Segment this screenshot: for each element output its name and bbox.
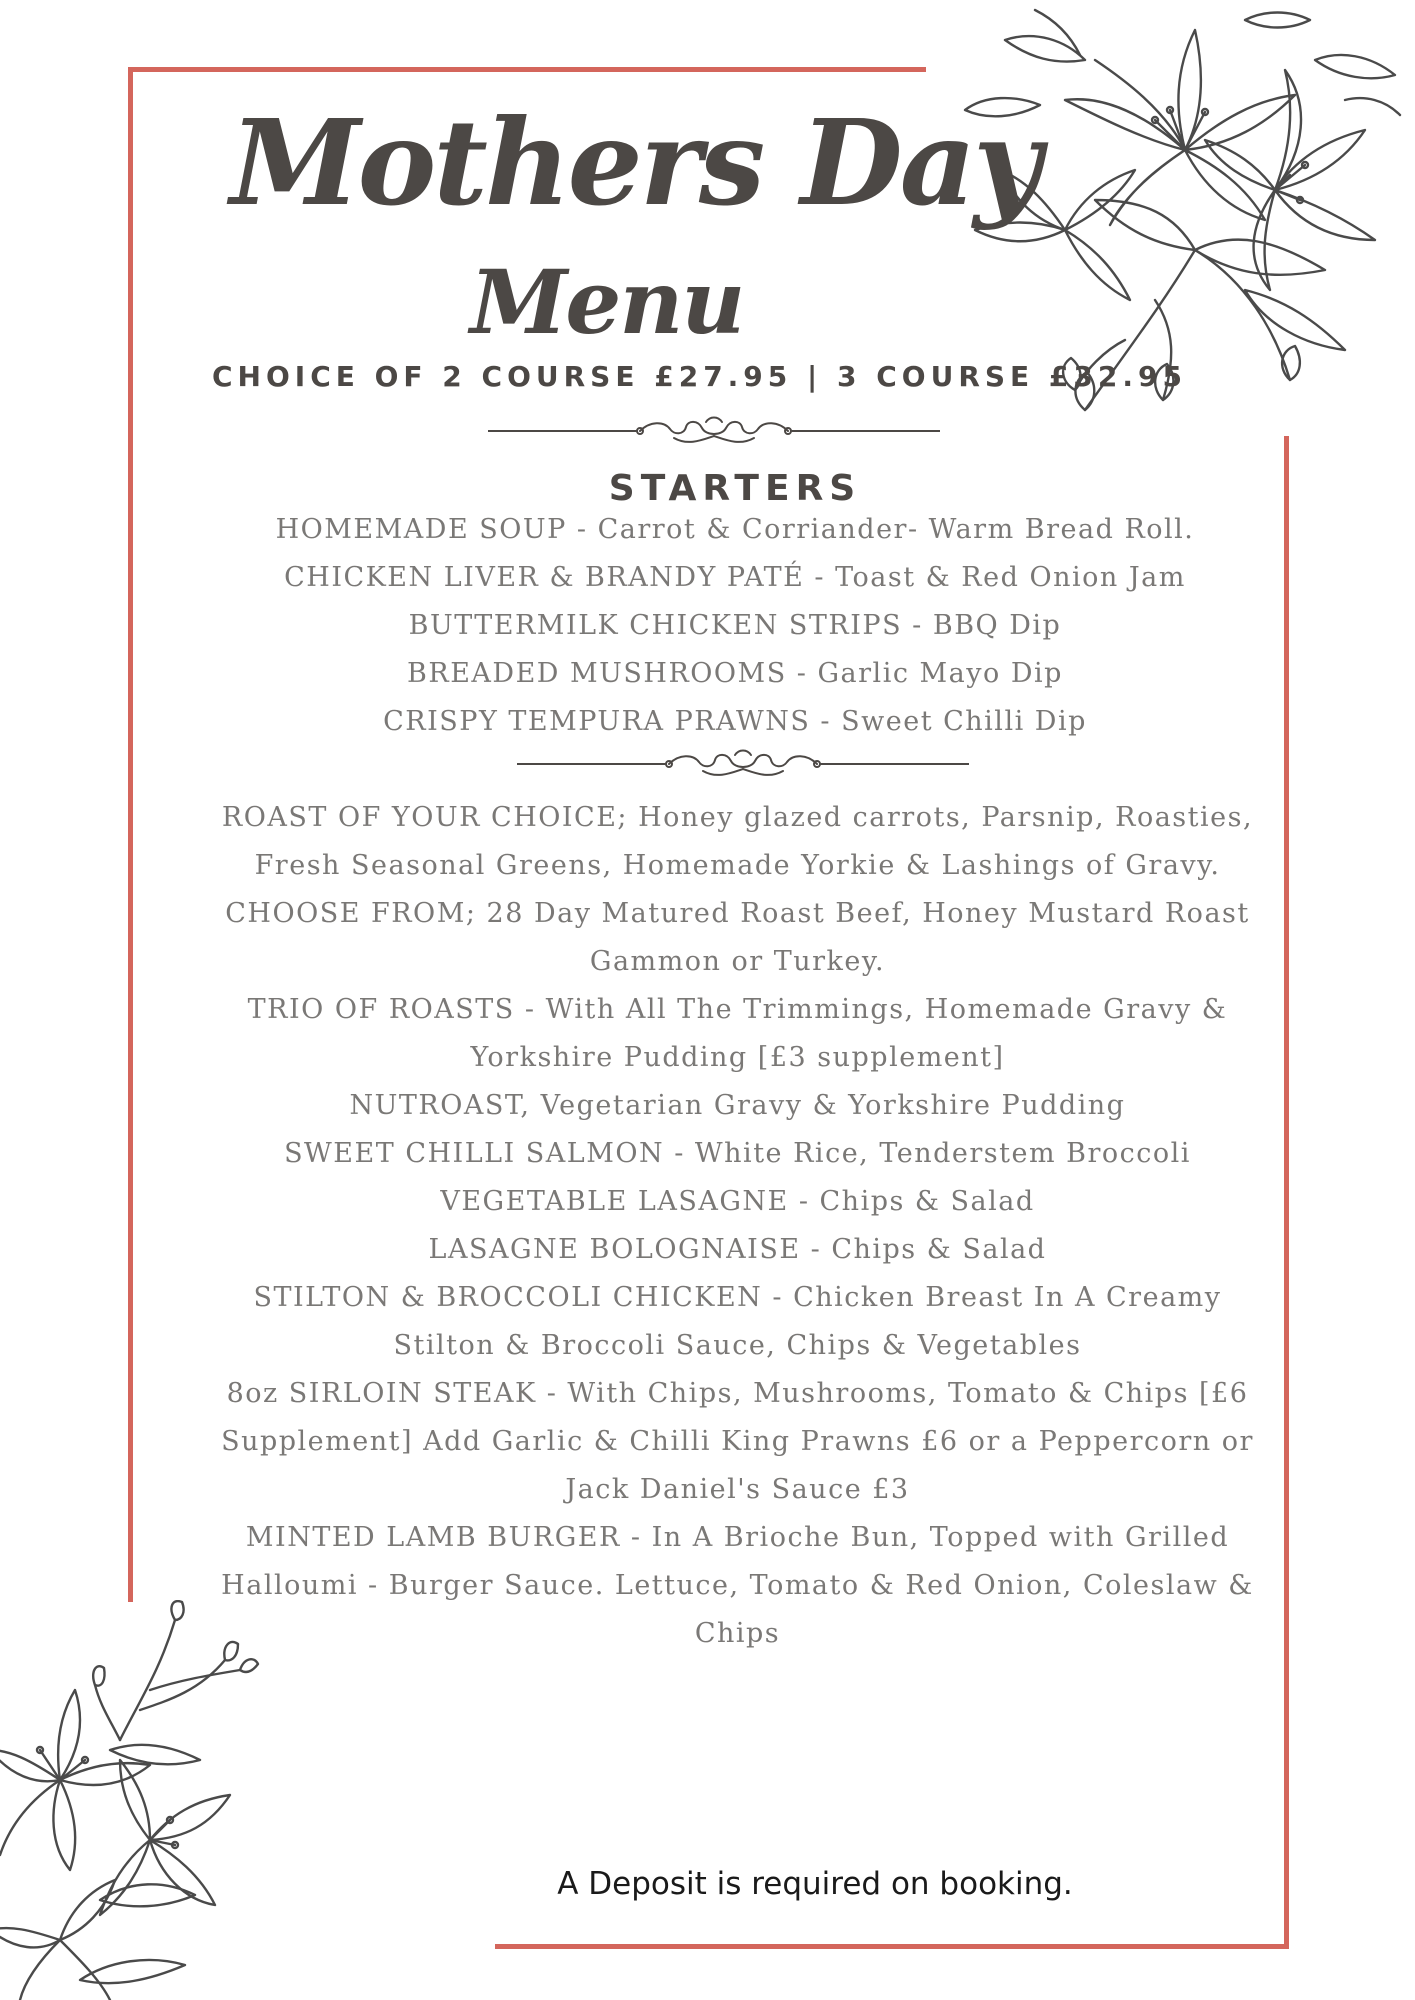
main-item: MINTED LAMB BURGER - In A Brioche Bun, Topped with Grilled Halloumi - Burger Sauce. Lettuce, Tomato & Red Onion, Coleslaw & Chips: [221, 1522, 1254, 1649]
menu-title-line2: Menu: [470, 250, 744, 354]
main-item: TRIO OF ROASTS - With All The Trimmings, Homemade Gravy & Yorkshire Pudding [£3 supplement]: [247, 994, 1228, 1073]
mains-list: [215, 794, 1260, 1658]
main-item: ROAST OF YOUR CHOICE; Honey glazed carrots, Parsnip, Roasties, Fresh Seasonal Greens, Homemade Yorkie & Lashings of Gravy.: [221, 802, 1254, 881]
ornamental-divider-icon: [488, 412, 940, 450]
frame-left: [128, 67, 133, 1602]
deposit-note: A Deposit is required on booking.: [557, 1866, 1073, 1902]
starters-heading: STARTERS: [608, 468, 862, 509]
starters-list: [200, 506, 1270, 746]
menu-title-line1: Mothers Day: [230, 93, 1039, 232]
main-item: VEGETABLE LASAGNE - Chips & Salad: [440, 1186, 1035, 1217]
frame-top-left: [128, 67, 926, 72]
lily-bouquet-bottom-left-icon: [0, 1600, 280, 2000]
main-item: CHOOSE FROM; 28 Day Matured Roast Beef, Honey Mustard Roast Gammon or Turkey.: [225, 898, 1250, 977]
starter-item: CRISPY TEMPURA PRAWNS - Sweet Chilli Dip: [383, 706, 1087, 737]
starter-item: HOMEMADE SOUP - Carrot & Corriander- Warm Bread Roll.: [275, 514, 1195, 545]
ornamental-divider-icon: [517, 745, 969, 783]
main-item: 8oz SIRLOIN STEAK - With Chips, Mushrooms, Tomato & Chips [£6 Supplement] Add Garlic & Chilli King Prawns £6 or a Peppercorn or Jack Daniel's Sauce £3: [221, 1378, 1254, 1505]
main-item: LASAGNE BOLOGNAISE - Chips & Salad: [428, 1234, 1047, 1265]
main-item: NUTROAST, Vegetarian Gravy & Yorkshire Pudding: [349, 1090, 1126, 1121]
starter-item: BREADED MUSHROOMS - Garlic Mayo Dip: [407, 658, 1063, 689]
frame-right: [1284, 436, 1289, 1949]
frame-bottom-right: [495, 1944, 1289, 1949]
course-price-line: CHOICE OF 2 COURSE £27.95 | 3 COURSE £32.95: [212, 360, 1187, 393]
main-item: STILTON & BROCCOLI CHICKEN - Chicken Breast In A Creamy Stilton & Broccoli Sauce, Chips & Vegetables: [253, 1282, 1222, 1361]
starter-item: CHICKEN LIVER & BRANDY PATÉ - Toast & Red Onion Jam: [284, 562, 1186, 593]
starter-item: BUTTERMILK CHICKEN STRIPS - BBQ Dip: [408, 610, 1062, 641]
main-item: SWEET CHILLI SALMON - White Rice, Tenderstem Broccoli: [284, 1138, 1191, 1169]
